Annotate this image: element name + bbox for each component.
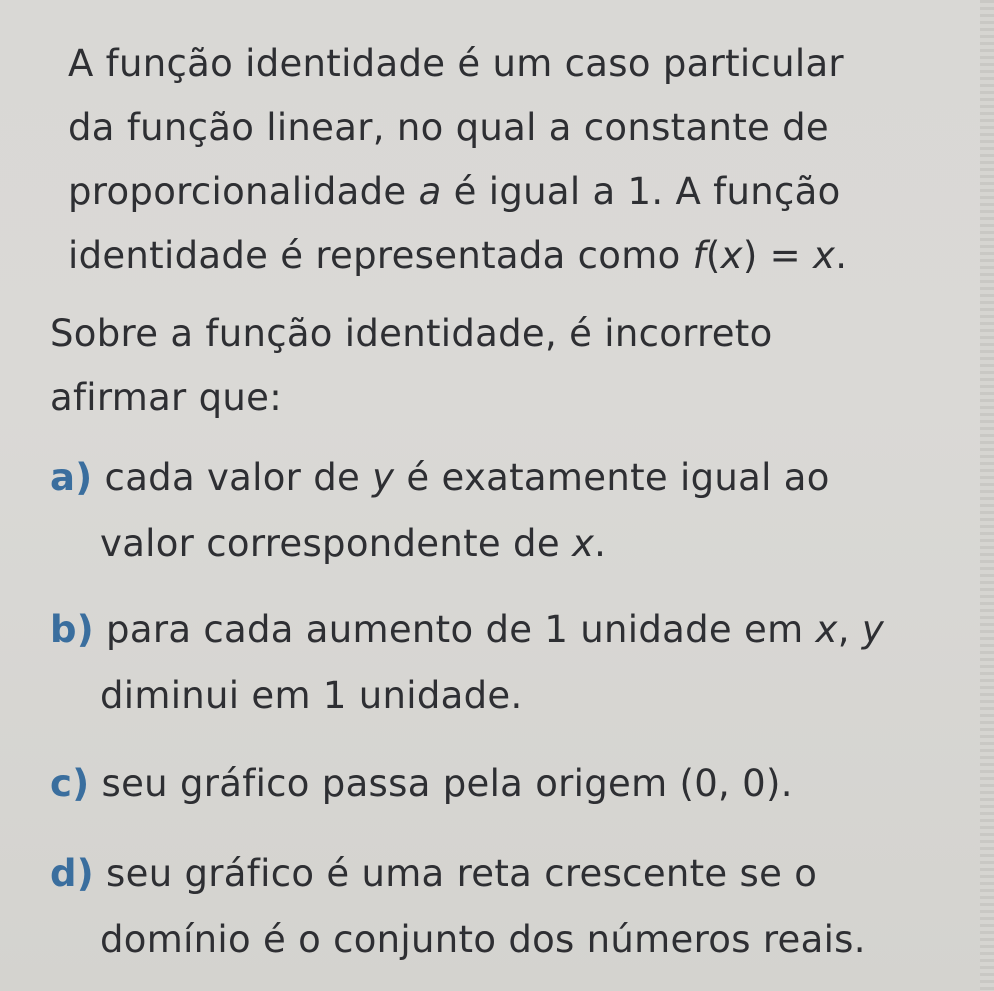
option-d-text-1: seu gráfico é uma reta crescente se o <box>94 852 818 895</box>
option-d-line-2 <box>100 918 866 962</box>
function-f: f <box>692 234 706 277</box>
intro-line-4 <box>68 234 847 278</box>
option-a-text-2a: valor correspondente de <box>100 522 572 565</box>
option-b-var-x: x <box>815 608 838 651</box>
option-b-text-2: diminui em 1 unidade. <box>100 674 523 717</box>
intro-line-2 <box>68 106 829 150</box>
intro-line-3-text-b: é igual a 1. A função <box>441 170 841 213</box>
option-a-letter: a) <box>50 456 93 499</box>
option-c[interactable] <box>50 762 793 806</box>
option-b-text-1a: para cada aumento de 1 unidade em <box>94 608 816 651</box>
option-b-separator: , <box>837 608 862 651</box>
intro-line-2-text: da função linear, no qual a constante de <box>68 106 829 149</box>
option-d[interactable] <box>50 852 817 896</box>
option-c-letter: c) <box>50 762 90 805</box>
intro-line-4-text: identidade é representada como <box>68 234 693 277</box>
question-line-1 <box>50 312 773 356</box>
option-b-letter: b) <box>50 608 94 651</box>
option-d-letter: d) <box>50 852 94 895</box>
option-a-text-2b: . <box>594 522 607 565</box>
option-a-var-y: y <box>372 456 395 499</box>
period: . <box>835 234 848 277</box>
question-line-2 <box>50 376 282 420</box>
question-line-1-text: Sobre a função identidade, é incorreto <box>50 312 773 355</box>
option-b-line-2 <box>100 674 523 718</box>
option-d-text-2: domínio é o conjunto dos números reais. <box>100 918 866 961</box>
option-a-text-1a: cada valor de <box>92 456 373 499</box>
option-a[interactable] <box>50 456 830 500</box>
equals-sign: ) = <box>742 234 814 277</box>
option-b-var-y: y <box>861 608 885 651</box>
question-line-2-text: afirmar que: <box>50 376 282 419</box>
option-b[interactable] <box>50 608 884 652</box>
variable-x-result: x <box>813 234 836 277</box>
intro-line-3-text-a: proporcionalidade <box>68 170 419 213</box>
variable-x: x <box>720 234 743 277</box>
option-c-text: seu gráfico passa pela origem (0, 0). <box>89 762 793 805</box>
intro-line-1 <box>68 42 844 86</box>
option-a-var-x: x <box>571 522 595 565</box>
intro-line-3 <box>68 170 841 214</box>
intro-line-1-text: A função identidade é um caso particular <box>68 42 844 85</box>
option-a-line-2 <box>100 522 606 566</box>
page-edge <box>980 0 994 991</box>
variable-a: a <box>418 170 442 213</box>
paren-open: ( <box>705 234 721 277</box>
option-a-text-1b: é exatamente igual ao <box>394 456 830 499</box>
